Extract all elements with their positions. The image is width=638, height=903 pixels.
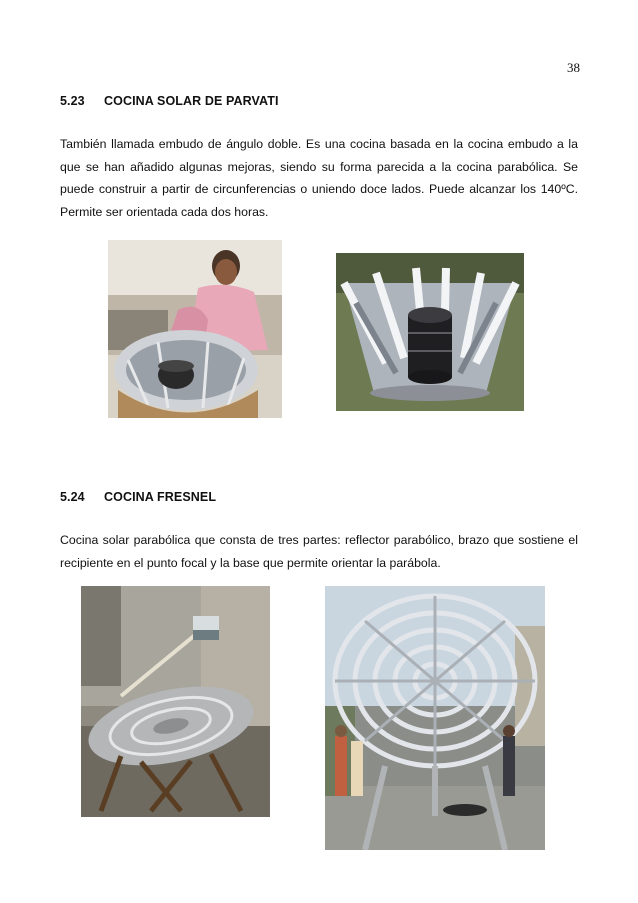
photo-woman-parvati-cooker — [108, 240, 282, 418]
section-number: 5.24 — [60, 490, 85, 504]
section-number: 5.23 — [60, 94, 85, 108]
photo-parvati-reflector — [336, 253, 524, 411]
page-number: 38 — [567, 60, 580, 75]
photo-fresnel-concentric-reflector — [325, 586, 545, 850]
section-title: COCINA SOLAR DE PARVATI — [104, 94, 279, 108]
section-heading-fresnel — [60, 490, 216, 504]
photo-fresnel-cooker-arm — [81, 586, 270, 817]
section-title: COCINA FRESNEL — [104, 490, 217, 504]
section-heading-parvati — [60, 94, 279, 108]
section-paragraph-fresnel: Cocina solar parabólica que consta de tres partes: reflector parabólico, brazo que sostiene el recipiente en el punto focal y la base que permite orientar la parábola. — [60, 533, 578, 570]
section-paragraph-parvati: También llamada embudo de ángulo doble. Es una cocina basada en la cocina embudo a la que se han añadido algunas mejoras, siendo su forma parecida a la cocina parabólica. Se puede construir a partir de circunferencias o uniendo doce lados. Puede alcanzar los 140ºC. Permite ser orientada cada dos horas. — [60, 137, 578, 219]
